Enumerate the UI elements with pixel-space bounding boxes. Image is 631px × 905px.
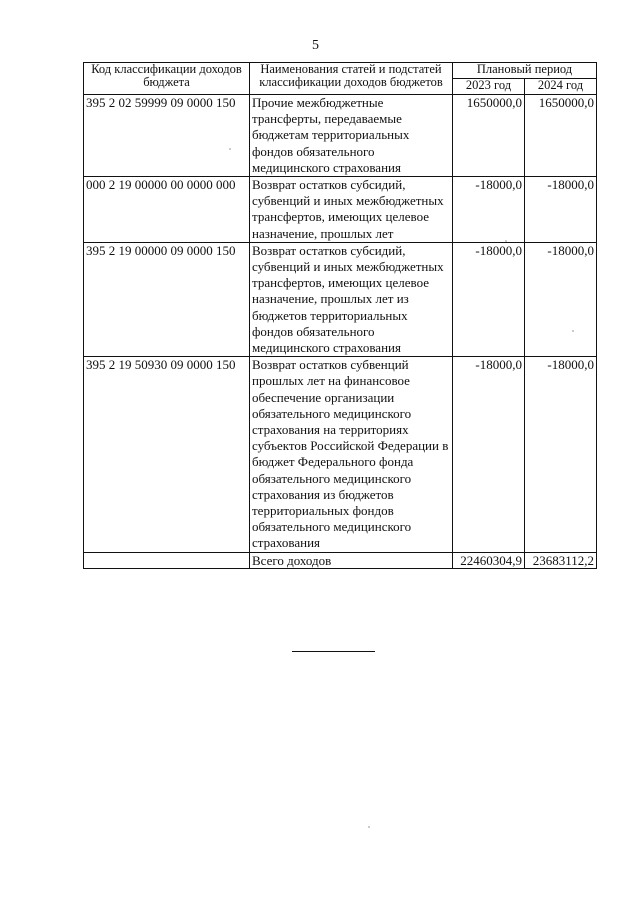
row-name: Прочие межбюджетные трансферты, передаваемые бюджетам территориальных фондов обязательного медицинского страхования	[250, 95, 453, 177]
row-value-2024: -18000,0	[525, 242, 597, 356]
row-value-2023: 1650000,0	[453, 95, 525, 177]
end-separator-line	[292, 651, 375, 652]
row-value-2023: -18000,0	[453, 242, 525, 356]
page-number: 5	[312, 38, 319, 53]
row-code: 395 2 19 50930 09 0000 150	[84, 357, 250, 552]
scan-speck	[368, 826, 370, 828]
row-code: 000 2 19 00000 00 0000 000	[84, 177, 250, 243]
row-code: 395 2 02 59999 09 0000 150	[84, 95, 250, 177]
row-value-2024: 1650000,0	[525, 95, 597, 177]
header-planned-period: Плановый период	[453, 63, 597, 79]
header-year-2023: 2023 год	[453, 79, 525, 95]
header-name: Наименования статей и подстатей классификации доходов бюджетов	[250, 63, 453, 95]
row-value-2023: -18000,0	[453, 357, 525, 552]
budget-revenue-table	[83, 62, 597, 569]
table-row	[84, 177, 597, 243]
row-value-2024: -18000,0	[525, 357, 597, 552]
table-row	[84, 95, 597, 177]
total-label: Всего доходов	[250, 552, 453, 568]
header-year-2024: 2024 год	[525, 79, 597, 95]
total-code-empty	[84, 552, 250, 568]
row-name: Возврат остатков субсидий, субвенций и иных межбюджетных трансфертов, имеющих целевое назначение, прошлых лет	[250, 177, 453, 243]
table-row	[84, 357, 597, 552]
total-value-2023: 22460304,9	[453, 552, 525, 568]
row-code: 395 2 19 00000 09 0000 150	[84, 242, 250, 356]
total-value-2024: 23683112,2	[525, 552, 597, 568]
row-value-2024: -18000,0	[525, 177, 597, 243]
scan-speck	[572, 330, 574, 332]
row-name: Возврат остатков субсидий, субвенций и иных межбюджетных трансфертов, имеющих целевое назначение, прошлых лет из бюджетов территориальных фондов обязательного медицинского страхования	[250, 242, 453, 356]
scan-speck	[229, 148, 231, 150]
header-code: Код классификации доходов бюджета	[84, 63, 250, 95]
row-name: Возврат остатков субвенций прошлых лет на финансовое обеспечение организации обязательного медицинского страхования на территориях субъектов Российской Федерации в бюджет Федерального фонда обязательного медицинского страхования из бюджетов территориальных фондов обязательного медицинского страхования	[250, 357, 453, 552]
row-value-2023: -18000,0	[453, 177, 525, 243]
table-row	[84, 242, 597, 356]
scan-speck	[505, 240, 507, 242]
total-row	[84, 552, 597, 568]
